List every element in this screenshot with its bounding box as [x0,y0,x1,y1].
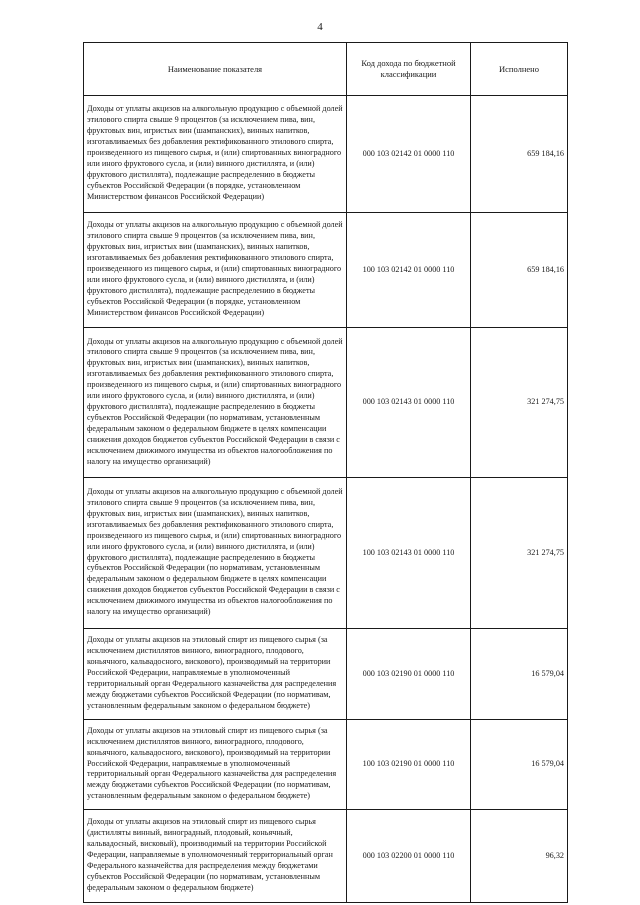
executed-amount-cell: 659 184,16 [471,96,568,213]
table-header-row [84,43,568,96]
executed-amount-cell: 659 184,16 [471,213,568,328]
budget-code-cell: 000 103 02190 01 0000 110 [347,629,471,720]
executed-amount-cell: 96,32 [471,810,568,903]
indicator-name-cell: Доходы от уплаты акцизов на алкогольную продукцию с объемной долей этилового спирта свыше 9 процентов (за исключением пива, вин, фруктовых вин, игристых вин (шампанских), винных напитков, изготавливаемых без добавления ректификованного этилового спирта, произведенного из пищевого сырья, и (или) спиртованных виноградного или иного фруктового сусла, и (или) винного дистиллята, и (или) фруктового дистиллята), подлежащие распределению в бюджеты субъектов Российской Федерации (в порядке, установленном Министерством финансов Российской Федерации) [84,213,347,328]
header-budget-code: Код дохода по бюджетной классификации [347,43,471,96]
executed-amount-cell: 321 274,75 [471,478,568,629]
budget-code-cell: 100 103 02142 01 0000 110 [347,213,471,328]
table-row [84,720,568,810]
table-row [84,328,568,478]
indicator-name-cell: Доходы от уплаты акцизов на алкогольную продукцию с объемной долей этилового спирта свыше 9 процентов (за исключением пива, вин, фруктовых вин, игристых вин (шампанских), винных напитков, изготавливаемых без добавления ректификованного этилового спирта, произведенного из пищевого сырья, и (или) спиртованных виноградного или иного фруктового сусла, и (или) винного дистиллята, и (или) фруктового дистиллята), подлежащие распределению в бюджеты субъектов Российской Федерации (в порядке, установленном Министерством финансов Российской Федерации) [84,96,347,213]
budget-code-cell: 100 103 02190 01 0000 110 [347,720,471,810]
executed-amount-cell: 16 579,04 [471,720,568,810]
header-executed: Исполнено [471,43,568,96]
budget-code-cell: 000 103 02142 01 0000 110 [347,96,471,213]
table-row [84,213,568,328]
budget-code-cell: 000 103 02143 01 0000 110 [347,328,471,478]
indicator-name-cell: Доходы от уплаты акцизов на этиловый спирт из пищевого сырья (за исключением дистиллятов винного, виноградного, плодового, коньячного, кальвадосного, вискового), производимый на территории Российской Федерации, направляемые в уполномоченный территориальный орган Федерального казначейства для распределения между бюджетами субъектов Российской Федерации (по нормативам, установленным федеральным законом о федеральном бюджете) [84,720,347,810]
table-row [84,810,568,903]
indicator-name-cell: Доходы от уплаты акцизов на алкогольную продукцию с объемной долей этилового спирта свыше 9 процентов (за исключением пива, вин, фруктовых вин, игристых вин (шампанских), винных напитков, изготавливаемых без добавления ректификованного этилового спирта, произведенного из пищевого сырья, и (или) спиртованных виноградного или иного фруктового сусла, и (или) винного дистиллята, и (или) фруктового дистиллята), подлежащие распределению в бюджеты субъектов Российской Федерации (по нормативам, установленным федеральным законом о федеральном бюджете в целях компенсации снижения доходов бюджетов субъектов Российской Федерации в связи с исключением движимого имущества из объектов налогообложения по налогу на имущество организаций) [84,328,347,478]
budget-code-cell: 000 103 02200 01 0000 110 [347,810,471,903]
executed-amount-cell: 321 274,75 [471,328,568,478]
table-row [84,629,568,720]
header-indicator-name: Наименование показателя [84,43,347,96]
table-row [84,96,568,213]
indicator-name-cell: Доходы от уплаты акцизов на этиловый спирт из пищевого сырья (за исключением дистиллятов винного, виноградного, плодового, коньячного, кальвадосного, вискового), производимый на территории Российской Федерации, направляемые в уполномоченный территориальный орган Федерального казначейства для распределения между бюджетами субъектов Российской Федерации (по нормативам, установленным федеральным законом о федеральном бюджете) [84,629,347,720]
page-number: 4 [317,21,323,33]
executed-amount-cell: 16 579,04 [471,629,568,720]
budget-code-cell: 100 103 02143 01 0000 110 [347,478,471,629]
indicator-name-cell: Доходы от уплаты акцизов на этиловый спирт из пищевого сырья (дистилляты винный, виноградный, плодовый, коньячный, кальвадосный, висковый), производимый на территории Российской Федерации, направляемые в уполномоченный территориальный орган Федерального казначейства для распределения между бюджетами субъектов Российской Федерации (по нормативам, установленным федеральным законом о федеральном бюджете) [84,810,347,903]
indicator-name-cell: Доходы от уплаты акцизов на алкогольную продукцию с объемной долей этилового спирта свыше 9 процентов (за исключением пива, вин, фруктовых вин, игристых вин (шампанских), винных напитков, изготавливаемых без добавления ректификованного этилового спирта, произведенного из пищевого сырья, и (или) спиртованных виноградного или иного фруктового сусла, и (или) винного дистиллята, и (или) фруктового дистиллята), подлежащие распределению в бюджеты субъектов Российской Федерации (по нормативам, установленным федеральным законом о федеральном бюджете в целях компенсации снижения доходов бюджетов субъектов Российской Федерации в связи с исключением движимого имущества из объектов налогообложения по налогу на имущество организаций) [84,478,347,629]
revenue-table [83,42,568,903]
table-row [84,478,568,629]
